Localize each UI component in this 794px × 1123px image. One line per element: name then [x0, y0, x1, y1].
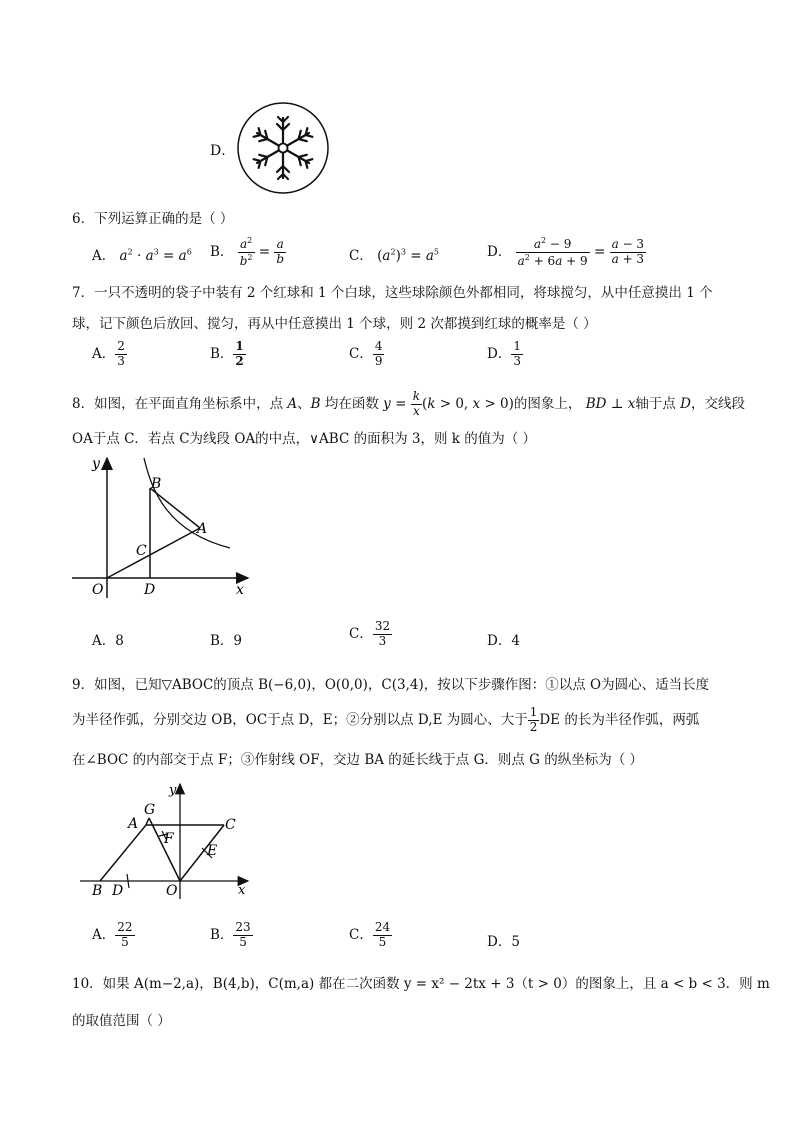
q8-figure: [70, 452, 255, 602]
q8-label-c: C: [136, 543, 147, 559]
q8-stem-line2: OA于点 C．若点 C为线段 OA的中点，∨ABC 的面积为 3，则 k 的值为（ ）: [72, 431, 537, 447]
q9-stem-line1: 9．如图，已知▽ABOC的顶点 B(−6,0)，O(0,0)，C(3,4)，按以下步骤作图：①以点 O为圆心、适当长度: [72, 677, 710, 693]
q9-option-c: C． $\frac{24}{5}$: [349, 920, 391, 949]
q10-stem-line1: 10．如果 A(m−2,a)，B(4,b)，C(m,a) 都在二次函数 y = x² − 2tx + 3（t > 0）的图象上，且 a < b < 3．则 m: [72, 976, 770, 992]
q9-label-b: B: [92, 883, 103, 899]
q8-option-b: B．9: [210, 633, 243, 649]
q8-label-o: O: [92, 582, 104, 598]
q6-option-d-label: D．: [487, 243, 512, 260]
q6-option-c-label: C．: [349, 248, 373, 264]
q8-option-c: C． $\frac{32}{3}$: [349, 619, 391, 648]
q9-label-y: y: [169, 783, 177, 798]
q8-label-d: D: [144, 582, 156, 598]
q9-label-f: F: [164, 831, 174, 847]
q8-label-x: x: [236, 582, 244, 598]
q9-stem-line3: 在∠BOC 的内部交于点 F；③作射线 OF，交边 BA 的延长线于点 G．则点 G 的纵坐标为（ ）: [72, 752, 644, 768]
q6-option-a-formula: $a^2 \cdot a^3 = a^6$: [119, 247, 192, 264]
q7-stem-line1: 7．一只不透明的袋子中装有 2 个红球和 1 个白球，这些球除颜色外都相同，将球搅匀，从中任意摸出 1 个: [72, 285, 713, 301]
q9-label-x: x: [238, 883, 246, 898]
q9-label-g: G: [144, 802, 156, 818]
q10-stem-line2: 的取值范围（ ）: [72, 1013, 171, 1029]
q9-label-o: O: [166, 883, 178, 899]
q9-option-b: B． $\frac{23}{5}$: [210, 920, 251, 949]
q8-option-d: D．4: [487, 633, 520, 649]
snowflake-figure: [236, 101, 330, 195]
q8-option-a: A．8: [92, 633, 124, 649]
q7-stem-line2: 球，记下颜色后放回、搅匀，再从中任意摸出 1 个球，则 2 次都摸到红球的概率是（ ）: [72, 316, 597, 332]
q6-stem: 6．下列运算正确的是（ ）: [72, 211, 234, 227]
q9-option-d: D．5: [487, 934, 520, 950]
q6-option-b-label: B．: [210, 243, 234, 260]
q9-option-a: A． $\frac{22}{5}$: [92, 920, 133, 949]
q9-label-e: E: [207, 843, 218, 859]
q6-option-c: [349, 244, 439, 264]
q7-option-d: D． $\frac{1}{3}$: [487, 339, 521, 368]
q7-option-c: C． $\frac{4}{9}$: [349, 339, 383, 368]
q7-option-b: B． $\frac{1}{2}$: [210, 339, 244, 368]
q9-stem-line2: 为半径作弧，分别交边 OB，OC于点 D，E；②分别以点 D,E 为圆心、大于 $\frac{1}{2}$ DE 的长为半径作弧，两弧: [72, 705, 700, 734]
q8-label-y: y: [92, 456, 100, 472]
q8-label-b: B: [151, 476, 162, 492]
q9-figure: [78, 778, 258, 903]
q9-label-c: C: [225, 817, 236, 833]
q7-option-a: A． $\frac{2}{3}$: [92, 339, 125, 368]
q8-label-a: A: [197, 521, 208, 537]
q8-stem-line1: 8．如图，在平面直角坐标系中，点 A、B 均在函数 y = $\frac{k}{x}$ (k > 0, x > 0)的图象上， BD ⊥ x轴于点 D，交线段: [72, 389, 745, 418]
q6-option-c-formula: $(a^2)^3 = a^5$: [377, 247, 440, 264]
q6-option-b: B． $\frac{a^2}{b^2}$ = $\frac{a}{b}$: [210, 236, 285, 268]
q9-label-d: D: [112, 883, 124, 899]
q6-option-d: D． $\frac{a^2 - 9}{a^2 + 6a + 9}$ = $\frac{a - 3}{a + 3}$: [487, 236, 645, 268]
q9-label-a: A: [128, 816, 139, 832]
q6-option-a-label: A．: [92, 248, 116, 264]
q5-option-d-label: D．: [210, 143, 236, 159]
q6-option-a: [92, 244, 192, 264]
